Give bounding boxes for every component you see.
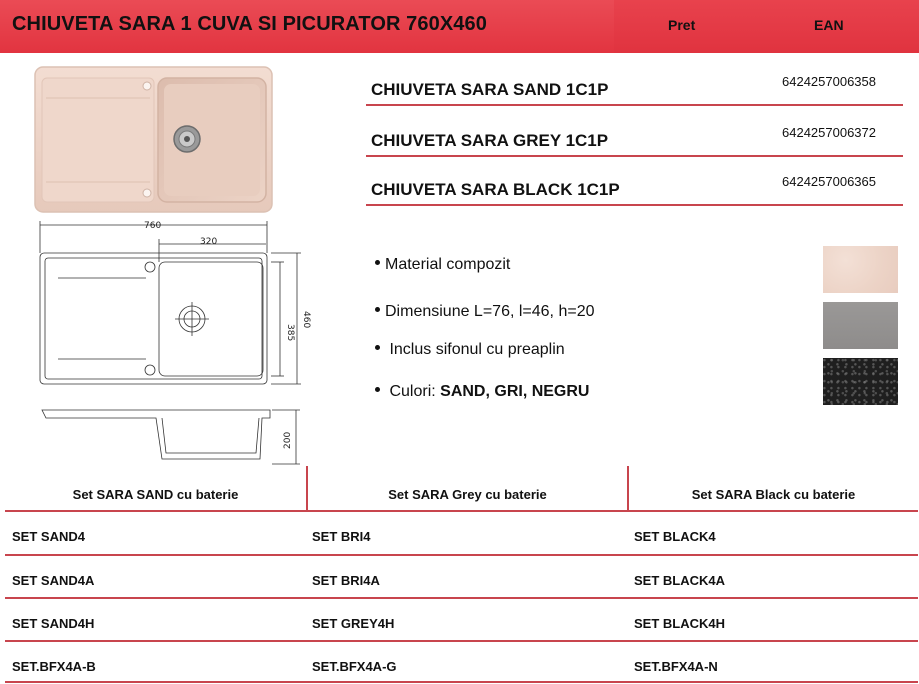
product-row-grey [366, 111, 903, 157]
table-cell: SET GREY4H [312, 616, 395, 631]
bullet-icon [375, 307, 380, 312]
ean-column-label: EAN [814, 17, 844, 33]
page-title: CHIUVETA SARA 1 CUVA SI PICURATOR 760X460 [12, 13, 487, 35]
table-cell: SET BLACK4 [634, 529, 716, 544]
dim-total-depth: 460 [301, 311, 311, 329]
feature-material [375, 256, 510, 274]
product-row-black [366, 160, 903, 206]
header-side-cell [614, 0, 919, 53]
product-name: CHIUVETA SARA BLACK 1C1P [371, 180, 620, 199]
dim-bowl-width: 320 [200, 237, 218, 247]
dim-bowl-depth: 385 [285, 324, 295, 342]
table-cell: SET BLACK4A [634, 573, 726, 588]
feature-text: Dimensiune L=76, l=46, h=20 [385, 303, 595, 320]
feature-sifon [375, 341, 565, 359]
row-divider [5, 640, 918, 642]
bullet-icon [375, 345, 380, 350]
table-cell: SET.BFX4A-G [312, 659, 397, 674]
product-name: CHIUVETA SARA SAND 1C1P [371, 80, 609, 99]
sets-table [5, 466, 918, 684]
product-ean: 6424257006358 [782, 74, 876, 89]
feature-text: Inclus sifonul cu preaplin [389, 341, 565, 358]
product-ean: 6424257006365 [782, 174, 876, 189]
table-cell: SET SAND4A [12, 573, 95, 588]
table-header-sand: Set SARA SAND cu baterie [72, 487, 239, 502]
swatch-grey [823, 302, 898, 349]
row-divider [5, 681, 918, 683]
sink-product-photo [34, 66, 274, 214]
dim-height: 200 [283, 431, 293, 449]
swatch-sand [823, 246, 898, 293]
table-cell: SET SAND4H [12, 616, 95, 631]
table-cell: SET.BFX4A-N [634, 659, 718, 674]
row-divider [5, 597, 918, 599]
row-divider [5, 510, 918, 512]
table-header-grey: Set SARA Grey cu baterie [388, 487, 547, 502]
feature-text: Culori: [389, 383, 441, 400]
header-bar [0, 0, 919, 53]
colors-value: SAND, GRI, NEGRU [440, 383, 590, 400]
product-ean: 6424257006372 [782, 125, 876, 140]
table-cell: SET BRI4A [312, 573, 380, 588]
feature-text: Material compozit [385, 256, 511, 273]
feature-dimensions [375, 303, 594, 321]
swatch-black [823, 358, 898, 405]
dim-total-width: 760 [144, 221, 162, 231]
row-divider [5, 554, 918, 556]
table-header-black: Set SARA Black cu baterie [691, 487, 856, 502]
table-cell: SET BRI4 [312, 529, 371, 544]
sink-technical-drawing [34, 217, 314, 470]
product-row-sand [366, 60, 903, 106]
feature-colors [375, 383, 589, 401]
price-column-label: Pret [668, 17, 696, 33]
table-cell: SET SAND4 [12, 529, 85, 544]
bullet-icon [375, 387, 380, 392]
bullet-icon [375, 260, 380, 265]
table-cell: SET BLACK4H [634, 616, 726, 631]
table-cell: SET.BFX4A-B [12, 659, 96, 674]
product-name: CHIUVETA SARA GREY 1C1P [371, 131, 609, 150]
